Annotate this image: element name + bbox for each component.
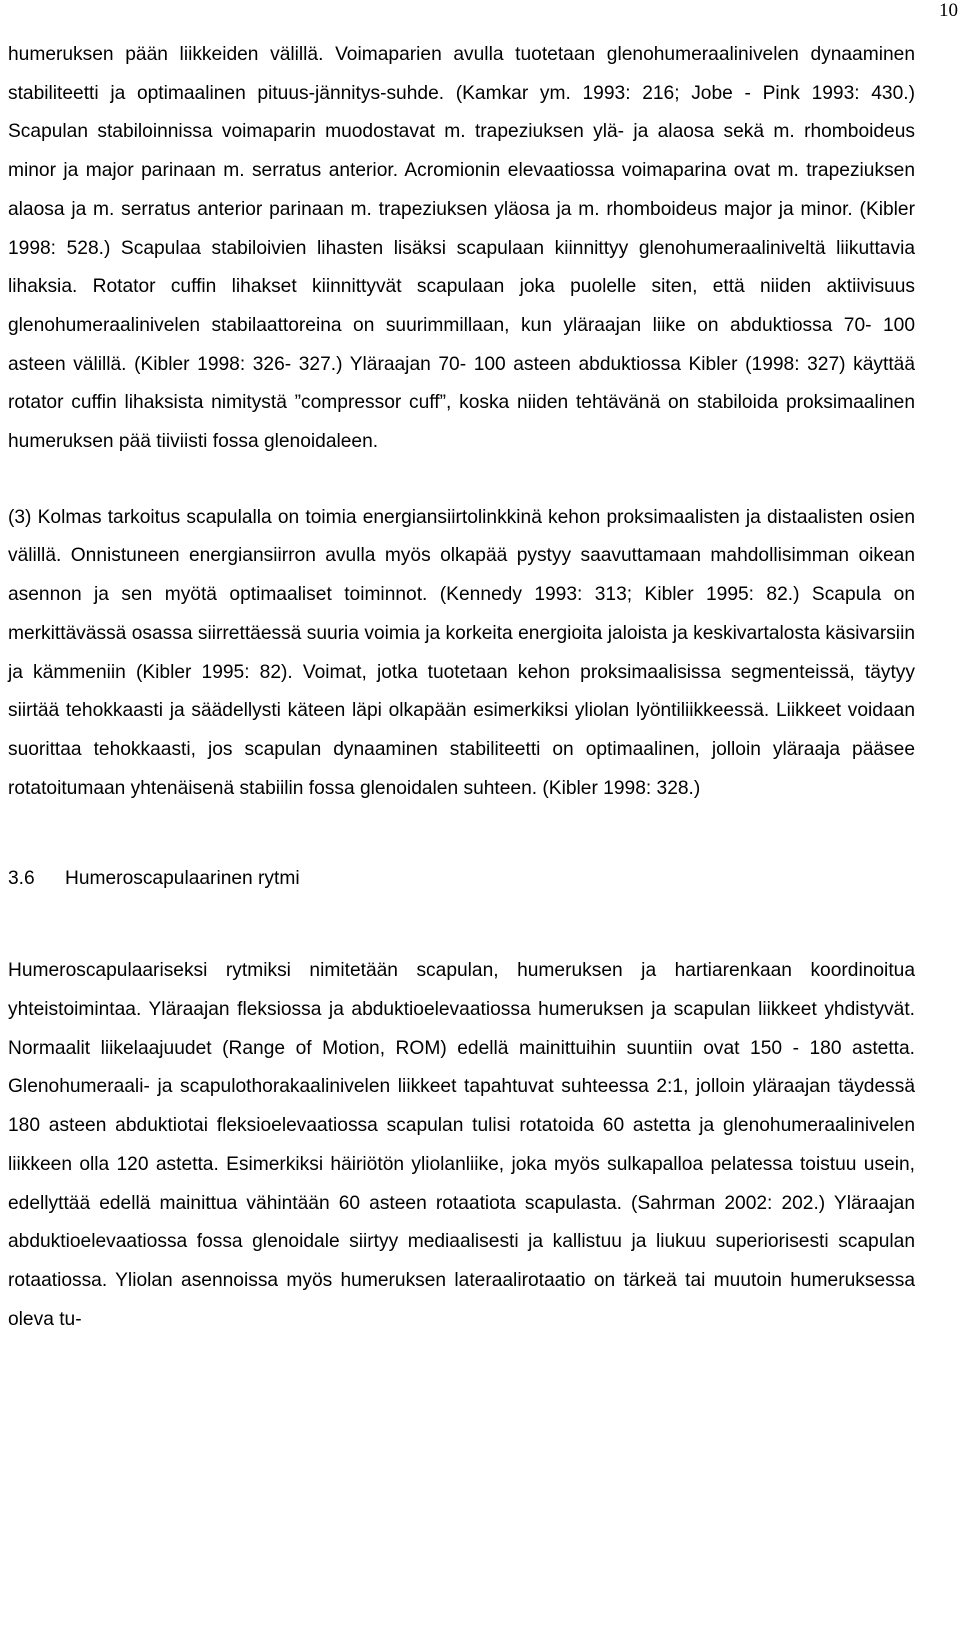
section-title: Humeroscapulaarinen rytmi bbox=[65, 868, 300, 890]
section-number: 3.6 bbox=[8, 868, 35, 890]
paragraph-scapulohumeral-rhythm: Humeroscapulaariseksi rytmiksi nimitetään scapulan, humeruksen ja hartiarenkaan koordinoitua yhteistoimintaa. Yläraajan fleksiossa ja abduktioelevaatiossa humeruksen ja scapulan liikkeet yhdistyvät. Normaalit liikelaajuudet (Range of Motion, ROM) edellä mainittuihin suuntiin ovat 150 - 180 astetta. Glenohumeraali- ja scapulothorakaalinivelen liikkeet tapahtuvat suhteessa 2:1, jolloin yläraajan täydessä 180 asteen abduktiotai fleksioelevaatiossa scapulan tulisi rotatoida 60 astetta ja glenohumeraalinivelen liikkeen olla 120 astetta. Esimerkiksi häiriötön yliolanliike, joka myös sulkapalloa pelatessa toistuu usein, edellyttää edellä mainittua vähintään 60 asteen rotaatiota scapulasta. (Sahrman 2002: 202.) Yläraajan abduktioelevaatiossa fossa glenoidale siirtyy mediaalisesti ja kallistuu ja liukuu superiorisesti scapulan rotaatiossa. Yliolan asennoissa myös humeruksen lateraalirotaatio on tärkeä tai muutoin humeruksessa oleva tu- bbox=[8, 960, 915, 1330]
paragraph-force-couples: humeruksen pään liikkeiden välillä. Voimaparien avulla tuotetaan glenohumeraalinivelen dynaaminen stabiliteetti ja optimaalinen pituus-jännitys-suhde. (Kamkar ym. 1993: 216; Jobe - Pink 1993: 430.) Scapulan stabiloinnissa voimaparin muodostavat m. trapeziuksen ylä- ja alaosa sekä m. rhomboideus minor ja major parinaan m. serratus anterior. Acromionin elevaatiossa voimaparina ovat m. trapeziuksen alaosa ja m. serratus anterior parinaan m. trapeziuksen yläosa ja m. rhomboideus major ja minor. (Kibler 1998: 528.) Scapulaa stabiloivien lihasten lisäksi scapulaan kiinnittyy glenohumeraaliniveltä liikuttavia lihaksia. Rotator cuffin lihakset kiinnittyvät scapulaan joka puolelle siten, että niiden aktiivisuus glenohumeraalinivelen stabilaattoreina on suurimmillaan, kun yläraajan liike on abduktiossa 70- 100 asteen välillä. (Kibler 1998: 326- 327.) Yläraajan 70- 100 asteen abduktiossa Kibler (1998: 327) käyttää rotator cuffin lihaksista nimitystä ”compressor cuff”, koska niiden tehtävänä on stabiloida proksimaalinen humeruksen pää tiiviisti fossa glenoidaleen. bbox=[8, 44, 915, 453]
page-number: 10 bbox=[939, 0, 958, 21]
document-body bbox=[8, 36, 915, 1339]
section-heading bbox=[8, 860, 915, 898]
paragraph-energy-transfer: (3) Kolmas tarkoitus scapulalla on toimia energiansiirtolinkkinä kehon proksimaalisten ja distaalisten osien välillä. Onnistuneen energiansiirron avulla myös olkapää pystyy saavuttamaan mahdollisimman oikean asennon ja sen myötä optimaaliset toiminnot. (Kennedy 1993: 313; Kibler 1995: 82.) Scapula on merkittävässä osassa siirrettäessä suuria voimia ja korkeita energioita jaloista ja keskivartalosta käsivarsiin ja kämmeniin (Kibler 1995: 82). Voimat, jotka tuotetaan kehon proksimaalisissa segmenteissä, täytyy siirtää tehokkaasti ja säädellysti käteen läpi olkapään esimerkiksi yliolan lyöntiliikkeessä. Liikkeet voidaan suorittaa tehokkaasti, jos scapulan dynaaminen stabiliteetti on optimaalinen, jolloin yläraaja pääsee rotatoitumaan yhtenäisenä stabiilin fossa glenoidalen suhteen. (Kibler 1998: 328.) bbox=[8, 506, 915, 799]
